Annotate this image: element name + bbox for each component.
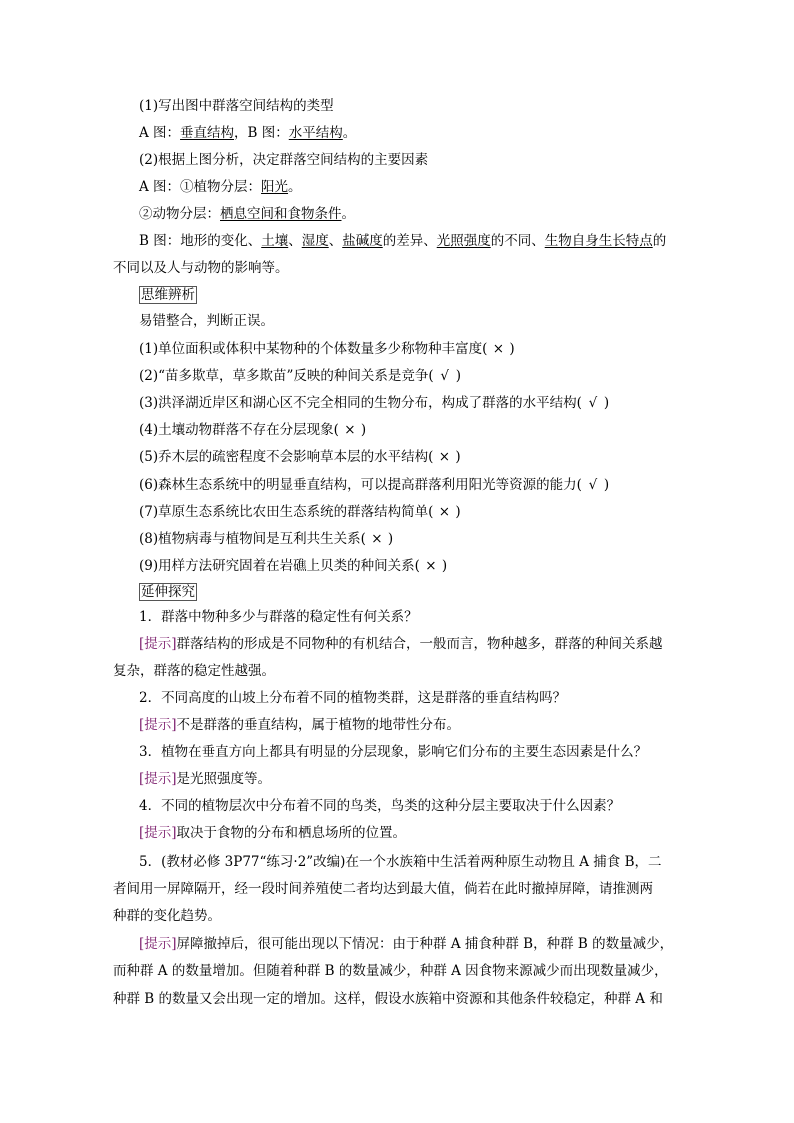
judgement-item: (4)土壤动物群落不存在分层现象( × ): [139, 422, 367, 438]
judgement-mark: ×: [438, 504, 451, 520]
answer-sunlight: 阳光: [261, 179, 289, 195]
answer-habitat-food: 栖息空间和食物条件: [220, 206, 342, 222]
judgement-mark: √: [588, 395, 598, 411]
hint-label: [提示]: [139, 936, 177, 952]
judgement-item: (8)植物病毒与植物间是互利共生关系( × ): [139, 531, 394, 547]
extension-hint-2: [提示]不是群落的垂直结构，属于植物的地带性分布。: [139, 717, 461, 733]
extension-question-1: 1．群落中物种多少与群落的稳定性有何关系？: [139, 609, 418, 625]
hint-label: [提示]: [139, 825, 177, 841]
extension-hint-5-cont-1: 而种群 A 的数量增加。但随着种群 B 的数量减少，种群 A 因食物来源减少而出现数量减少，: [113, 963, 668, 979]
answer-vertical-structure: 垂直结构: [180, 125, 235, 141]
answer-b-factors: B 图：地形的变化、土壤、湿度、盐碱度的差异、光照强度的不同、生物自身生长特点的: [139, 233, 667, 249]
judgement-item: (7)草原生态系统比农田生态系统的群落结构简单( × ): [139, 504, 461, 520]
answer-animal-layer: ②动物分层：栖息空间和食物条件。: [139, 206, 355, 222]
answer-b-factors-cont: 不同以及人与动物的影响等。: [113, 260, 289, 276]
hint-label: [提示]: [139, 636, 177, 652]
judgement-mark: ×: [344, 422, 356, 438]
section-heading-thinking: 思维辨析: [141, 287, 195, 303]
judgement-item: (2)“苗多欺草，草多欺苗”反映的种间关系是竞争( √ ): [139, 368, 461, 384]
question-2: (2)根据上图分析，决定群落空间结构的主要因素: [139, 152, 429, 168]
answer-plant-layer: A 图：①植物分层：阳光。: [139, 179, 302, 195]
judgement-mark: ×: [425, 558, 437, 574]
judgement-item: (1)单位面积或体积中某物种的个体数量多少称物种丰富度( × ): [139, 341, 515, 357]
judgement-mark: ×: [371, 531, 383, 547]
extension-question-5-cont-2: 种群的变化趋势。: [113, 908, 221, 924]
extension-hint-3: [提示]是光照强度等。: [139, 771, 272, 787]
extension-question-4: 4．不同的植物层次中分布着不同的鸟类，鸟类的这种分层主要取决于什么因素？: [139, 798, 621, 814]
answer-horizontal-structure: 水平结构: [288, 125, 343, 141]
question-1: (1)写出图中群落空间结构的类型: [139, 98, 334, 114]
hint-label: [提示]: [139, 717, 177, 733]
judgement-item: (5)乔木层的疏密程度不会影响草本层的水平结构( × ): [139, 449, 461, 465]
judgement-mark: √: [588, 477, 598, 493]
extension-hint-5: [提示]屏障撤掉后，很可能出现以下情况：由于种群 A 捕食种群 B，种群 B 的数量减少，: [139, 936, 674, 952]
judgement-mark: √: [440, 368, 449, 384]
extension-question-3: 3．植物在垂直方向上都具有明显的分层现象，影响它们分布的主要生态因素是什么？: [139, 744, 648, 760]
extension-hint-4: [提示]取决于食物的分布和栖息场所的位置。: [139, 825, 407, 841]
extension-hint-1-cont: 复杂，群落的稳定性越强。: [113, 663, 275, 679]
extension-question-2: 2．不同高度的山坡上分布着不同的植物类群，这是群落的垂直结构吗？: [139, 690, 567, 706]
extension-hint-1: [提示]群落结构的形成是不同物种的有机结合，一般而言，物种越多，群落的种间关系越: [139, 636, 663, 652]
judgement-mark: ×: [492, 341, 505, 357]
judgement-mark: ×: [438, 449, 451, 465]
extension-question-5: 5．(教材必修 3P77“练习·2”改编)在一个水族箱中生活着两种原生动物且 A 捕食 B，二: [139, 854, 662, 870]
section-heading-extension: 延伸探究: [141, 584, 195, 600]
hint-label: [提示]: [139, 771, 177, 787]
extension-question-5-cont-1: 者间用一屏障隔开，经一段时间养殖使二者均达到最大值，倘若在此时撤掉屏障，请推测两: [113, 881, 653, 897]
judgement-item: (3)洪泽湖近岸区和湖心区不完全相同的生物分布，构成了群落的水平结构( √ ): [139, 395, 610, 411]
judgement-item: (6)森林生态系统中的明显垂直结构，可以提高群落利用阳光等资源的能力( √ ): [139, 477, 610, 493]
extension-hint-5-cont-2: 种群 B 的数量又会出现一定的增加。这样，假设水族箱中资源和其他条件较稳定，种群 A 和: [113, 991, 663, 1007]
answer-a-b-line: A 图：垂直结构，B 图：水平结构。: [139, 125, 357, 141]
section-intro: 易错整合，判断正误。: [139, 313, 274, 329]
judgement-item: (9)用样方法研究固着在岩礁上贝类的种间关系( × ): [139, 558, 448, 574]
